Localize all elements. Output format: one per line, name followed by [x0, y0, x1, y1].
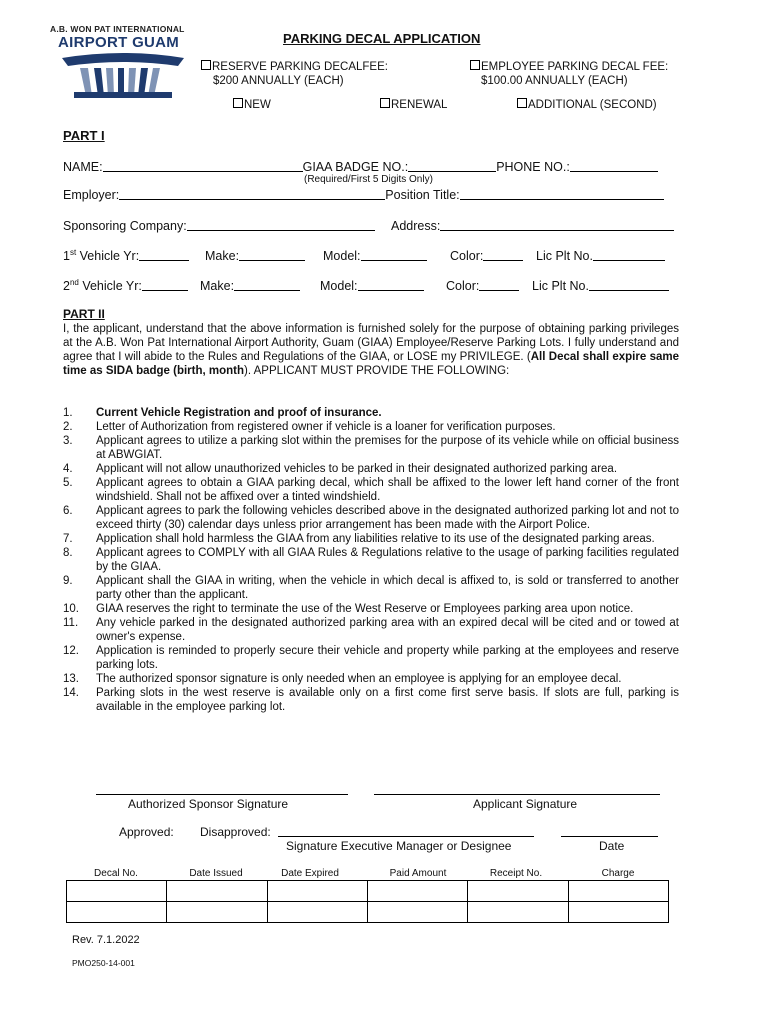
- checkbox[interactable]: [517, 98, 527, 108]
- vehicle-2-make: [200, 278, 300, 293]
- agreement-text: I, the applicant, understand that the above information is furnished solely for the purpose of obtaining parking privileges at the A.B. Won Pat International Airport Authority, Guam (GIAA) Employee/Reserve Parking Lots. I fully understand and agree that I will abide to the Rules and Regulations of the GIAA, or LOSE my PRIVILEGE. (: [63, 323, 679, 363]
- table-cell[interactable]: [267, 881, 367, 902]
- list-item-text: Application shall hold harmless the GIAA from any liabilities relative to its use of the designated parking areas.: [96, 533, 655, 545]
- list-item-text: Any vehicle parked in the designated authorized parking area with an expired decal will be cited and or towed at owner's expense.: [96, 617, 679, 643]
- color-label: Color:: [450, 249, 484, 263]
- table-cell[interactable]: [167, 902, 267, 923]
- vehicle-yr-field[interactable]: [142, 278, 188, 291]
- list-item: [63, 476, 679, 504]
- agreement-bold-text: All Decal shall expire same time as SIDA badge (birth, month: [63, 351, 679, 377]
- reserve-fee-label: RESERVE PARKING DECALFEE:: [212, 61, 388, 73]
- additional-label: ADDITIONAL (SECOND): [528, 99, 657, 111]
- color-label: Color:: [446, 279, 480, 293]
- position-label: Position Title:: [385, 188, 460, 202]
- list-item: [63, 574, 679, 602]
- sponsoring-label: Sponsoring Company:: [63, 219, 187, 233]
- list-item-number: 5.: [63, 477, 73, 489]
- list-item-text: Applicant agrees to park the following vehicles described above in the designated authorized parking lot and not to exceed thirty (30) calendar days unless prior arrangement has been made with the Airport Police.: [96, 505, 679, 531]
- list-item-number: 13.: [63, 673, 79, 685]
- new-option[interactable]: [233, 98, 271, 112]
- name-row: [63, 159, 658, 174]
- table-cell[interactable]: [267, 902, 367, 923]
- sponsor-row: [63, 218, 375, 233]
- list-item-number: 11.: [63, 617, 79, 629]
- list-item-text: Applicant agrees to utilize a parking slot within the premises for the purpose of its vehicle while on official business at ABWGIAT.: [96, 435, 679, 461]
- badge-note: (Required/First 5 Digits Only): [304, 174, 433, 185]
- badge-field[interactable]: [408, 159, 496, 172]
- date-label: Date: [599, 839, 625, 853]
- requirements-list: [63, 406, 679, 714]
- vehicle-1-suffix: st: [69, 248, 77, 257]
- vehicle-1-model: [323, 248, 427, 263]
- sponsoring-field[interactable]: [187, 218, 375, 231]
- vehicle-2-number: 2: [63, 279, 70, 294]
- name-field[interactable]: [103, 159, 303, 172]
- list-item-number: 7.: [63, 533, 73, 545]
- list-item: [63, 406, 679, 420]
- renewal-option[interactable]: [380, 98, 447, 112]
- list-item: [63, 434, 679, 462]
- lic-field[interactable]: [593, 248, 665, 261]
- list-item: [63, 504, 679, 532]
- revision-label: Rev. 7.1.2022: [72, 934, 140, 946]
- applicant-signature-label: Applicant Signature: [473, 797, 578, 811]
- vehicle-yr-label: Vehicle Yr:: [76, 249, 140, 264]
- list-item: [63, 616, 679, 644]
- col-receipt-no: Receipt No.: [489, 868, 543, 879]
- disapproved-label[interactable]: Disapproved:: [200, 825, 271, 839]
- list-item-number: 8.: [63, 547, 73, 559]
- logo-top-text: A.B. WON PAT INTERNATIONAL: [50, 24, 185, 34]
- list-item-number: 6.: [63, 505, 73, 517]
- table-cell[interactable]: [367, 881, 467, 902]
- employee-fee-label: EMPLOYEE PARKING DECAL FEE:: [481, 61, 669, 73]
- vehicle-yr-label: Vehicle Yr:: [78, 279, 142, 294]
- list-item-number: 1.: [63, 407, 73, 419]
- address-row: [391, 218, 674, 233]
- reserve-fee-option[interactable]: [201, 60, 388, 74]
- list-item-text: The authorized sponsor signature is only needed when an employee is applying for an employee decal.: [96, 673, 622, 685]
- employer-label: Employer:: [63, 188, 120, 202]
- position-field[interactable]: [460, 187, 664, 200]
- table-cell[interactable]: [367, 902, 467, 923]
- renewal-label: RENEWAL: [391, 99, 448, 111]
- table-cell[interactable]: [67, 902, 167, 923]
- list-item-text: Current Vehicle Registration and proof of insurance.: [96, 407, 382, 419]
- list-item: [63, 546, 679, 574]
- logo-main-text: AIRPORT GUAM: [58, 34, 180, 51]
- agreement-paragraph: [63, 322, 679, 378]
- name-label: NAME:: [63, 160, 103, 174]
- list-item-number: 10.: [63, 603, 79, 615]
- list-item-text: GIAA reserves the right to terminate the use of the West Reserve or Employees parking area upon notice.: [96, 603, 634, 615]
- sponsor-signature-label: Authorized Sponsor Signature: [128, 797, 289, 811]
- reserve-fee-amount: $200 ANNUALLY (EACH): [213, 75, 344, 87]
- checkbox[interactable]: [470, 60, 480, 70]
- exec-signature-label: Signature Executive Manager or Designee: [286, 839, 512, 853]
- lic-label: Lic Plt No.: [536, 249, 593, 263]
- list-item-number: 2.: [63, 421, 73, 433]
- table-cell[interactable]: [468, 881, 568, 902]
- list-item: [63, 602, 679, 616]
- list-item: [63, 532, 679, 546]
- date-line[interactable]: [561, 836, 658, 837]
- list-item: [63, 420, 679, 434]
- table-row: [67, 881, 669, 902]
- model-label: Model:: [320, 279, 358, 293]
- vehicle-1-lic: [536, 248, 665, 263]
- table-cell[interactable]: [67, 881, 167, 902]
- employee-fee-amount: $100.00 ANNUALLY (EACH): [481, 75, 628, 87]
- approved-label[interactable]: Approved:: [119, 825, 174, 839]
- list-item-number: 9.: [63, 575, 73, 587]
- vehicle-1-row: [63, 248, 189, 263]
- vehicle-1-number: 1: [63, 249, 70, 264]
- list-item-text: Applicant shall the GIAA in writing, when the vehicle in which decal is affixed to, is sold or transferred to another party other than the applicant.: [96, 575, 679, 601]
- airport-logo-icon: [60, 52, 186, 100]
- page-title: PARKING DECAL APPLICATION: [283, 31, 481, 46]
- list-item-number: 3.: [63, 435, 73, 447]
- col-decal-no: Decal No.: [94, 868, 138, 879]
- address-label: Address:: [391, 219, 441, 233]
- applicant-signature-line[interactable]: [374, 794, 660, 795]
- table-cell[interactable]: [468, 902, 568, 923]
- phone-field[interactable]: [570, 159, 658, 172]
- decal-record-table: [66, 880, 669, 923]
- vehicle-2-lic: [532, 278, 669, 293]
- vehicle-1-color: [450, 248, 523, 263]
- make-field[interactable]: [234, 278, 300, 291]
- sponsor-signature-line[interactable]: [96, 794, 348, 795]
- lic-field[interactable]: [589, 278, 669, 291]
- list-item-number: 4.: [63, 463, 73, 475]
- vehicle-1-make: [205, 248, 305, 263]
- make-label: Make:: [205, 249, 240, 263]
- table-row: [67, 902, 669, 923]
- address-field[interactable]: [440, 218, 674, 231]
- vehicle-2-suffix: nd: [69, 278, 79, 287]
- list-item: [63, 462, 679, 476]
- checkbox[interactable]: [201, 60, 211, 70]
- list-item-number: 12.: [63, 645, 79, 657]
- phone-label: PHONE NO.:: [496, 160, 570, 174]
- col-paid-amount: Paid Amount: [389, 868, 447, 879]
- part-1-heading: PART I: [63, 128, 105, 143]
- list-item: [63, 686, 679, 714]
- employer-field[interactable]: [119, 187, 385, 200]
- list-item-number: 14.: [63, 687, 79, 699]
- make-field[interactable]: [239, 248, 305, 261]
- vehicle-2-model: [320, 278, 424, 293]
- list-item-text: Parking slots in the west reserve is available only on a first come first serve basis. If slots are full, parking is available in the employee parking lot.: [96, 687, 679, 713]
- employee-fee-option[interactable]: [470, 60, 668, 74]
- table-cell[interactable]: [167, 881, 267, 902]
- make-label: Make:: [200, 279, 235, 293]
- checkbox[interactable]: [380, 98, 390, 108]
- color-field[interactable]: [483, 248, 523, 261]
- table-cell[interactable]: [568, 881, 668, 902]
- agreement-text-end: ). APPLICANT MUST PROVIDE THE FOLLOWING:: [244, 365, 510, 377]
- model-field[interactable]: [361, 248, 427, 261]
- part-2-heading: PART II: [63, 307, 105, 321]
- list-item: [63, 644, 679, 672]
- list-item-text: Applicant will not allow unauthorized vehicles to be parked in their designated authorized parking area.: [96, 463, 618, 475]
- new-label: NEW: [244, 99, 271, 111]
- color-field[interactable]: [479, 278, 519, 291]
- col-charge: Charge: [601, 868, 635, 879]
- list-item-text: Application is reminded to properly secure their vehicle and property while parking at the employees and reserve parking lots.: [96, 645, 679, 671]
- table-cell[interactable]: [568, 902, 668, 923]
- list-item-text: Applicant agrees to COMPLY with all GIAA Rules & Regulations relative to the usage of parking facilities regulated by the GIAA.: [96, 547, 679, 573]
- form-code: PMO250-14-001: [72, 958, 135, 968]
- col-date-expired: Date Expired: [281, 868, 339, 879]
- model-label: Model:: [323, 249, 361, 263]
- list-item-text: Applicant agrees to obtain a GIAA parking decal, which shall be affixed to the lower left hand corner of the front windshield. Shall not be affixed over a tinted windshield.: [96, 477, 679, 503]
- vehicle-2-color: [446, 278, 519, 293]
- exec-signature-line[interactable]: [278, 836, 534, 837]
- vehicle-2-row: [63, 278, 188, 293]
- vehicle-yr-field[interactable]: [139, 248, 189, 261]
- col-date-issued: Date Issued: [189, 868, 243, 879]
- model-field[interactable]: [358, 278, 424, 291]
- checkbox[interactable]: [233, 98, 243, 108]
- lic-label: Lic Plt No.: [532, 279, 589, 293]
- employer-row: [63, 187, 664, 202]
- badge-label: GIAA BADGE NO.:: [302, 160, 409, 174]
- list-item-text: Letter of Authorization from registered owner if vehicle is a loaner for verification purposes.: [96, 421, 556, 433]
- additional-option[interactable]: [517, 98, 657, 112]
- list-item: [63, 672, 679, 686]
